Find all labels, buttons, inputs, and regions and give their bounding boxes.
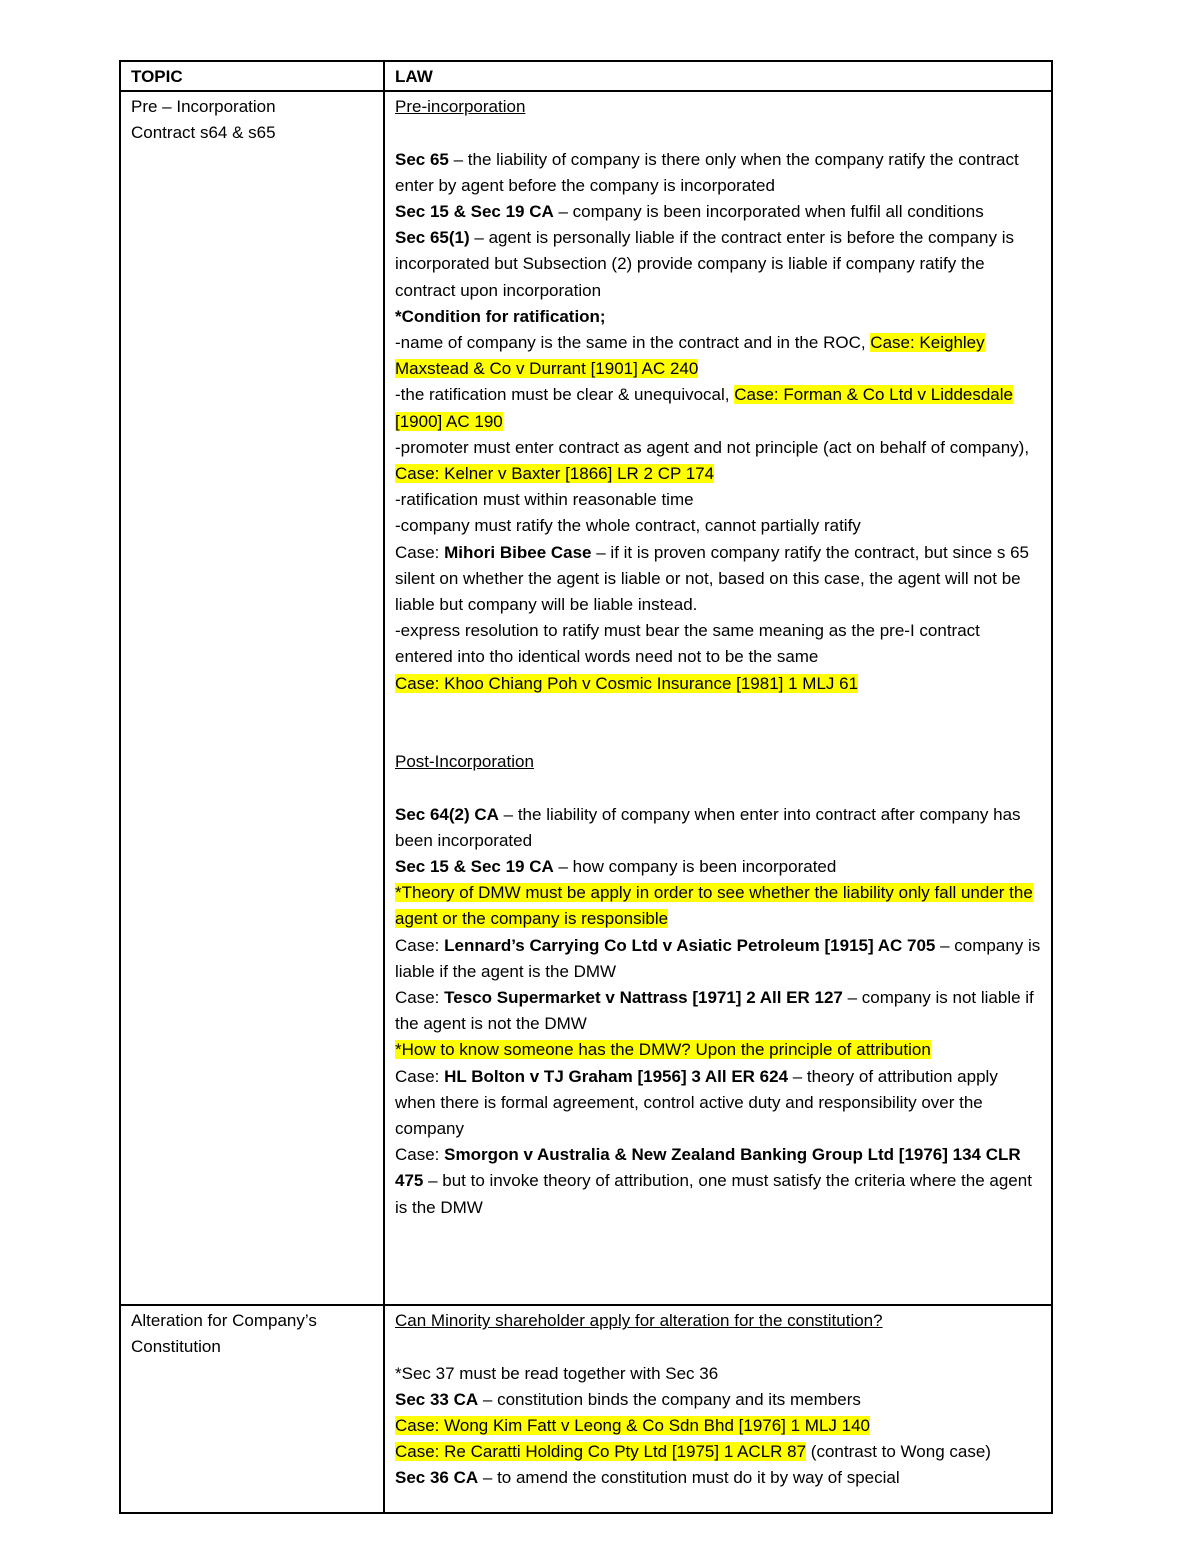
law-paragraph [395, 1037, 1041, 1063]
law-cell [384, 1305, 1052, 1513]
section-heading: Pre-incorporation [395, 97, 526, 117]
law-paragraph: -company must ratify the whole contract, cannot partially ratify [395, 516, 861, 536]
law-paragraph: -name of company is the same in the contract and in the ROC, Case: Keighley Maxstead & Co v Durrant [1901] AC 240 [395, 333, 985, 379]
topic-cell [120, 91, 384, 1305]
law-paragraph [395, 671, 1041, 697]
law-cell [384, 91, 1052, 1305]
law-paragraph: Sec 33 CA – constitution binds the company and its members [395, 1389, 861, 1409]
law-paragraph: Case: HL Bolton v TJ Graham [1956] 3 All ER 624 – theory of attribution apply when there is formal agreement, control active duty and responsibility over the company [395, 1066, 998, 1139]
law-paragraph [395, 880, 1041, 932]
law-paragraph: Case: Tesco Supermarket v Nattrass [1971] 2 All ER 127 – company is not liable if the agent is not the DMW [395, 988, 1034, 1034]
law-paragraph: Case: Mihori Bibee Case – if it is proven company ratify the contract, but since s 65 silent on whether the agent is liable or not, based on this case, the agent will not be liable but company will be liable instead. [395, 542, 1029, 615]
section-heading: Post-Incorporation [395, 752, 534, 772]
case-highlight: Case: Keighley Maxstead & Co v Durrant [1901] AC 240 [395, 333, 985, 379]
law-paragraph: Sec 65(1) – agent is personally liable if the contract enter is before the company is incorporated but Subsection (2) provide company is liable if company ratify the contract upon incorporation [395, 228, 1014, 300]
case-highlight: Case: Forman & Co Ltd v Liddesdale [1900] AC 190 [395, 385, 1013, 431]
theory-highlight: *How to know someone has the DMW? Upon the principle of attribution [395, 1040, 931, 1060]
notes-table [119, 60, 1053, 1514]
law-paragraph: Sec 15 & Sec 19 CA – how company is been incorporated [395, 857, 837, 877]
law-paragraph: -promoter must enter contract as agent and not principle (act on behalf of company), Case: Kelner v Baxter [1866] LR 2 CP 174 [395, 437, 1030, 484]
law-paragraph: Sec 36 CA – to amend the constitution must do it by way of special [395, 1468, 900, 1488]
law-paragraph: Case: Lennard’s Carrying Co Ltd v Asiatic Petroleum [1915] AC 705 – company is liable if the agent is the DMW [395, 935, 1041, 981]
section-heading: Can Minority shareholder apply for alteration for the constitution? [395, 1311, 883, 1331]
topic-line: Alteration for Company’s [131, 1311, 317, 1331]
table-row [120, 91, 1052, 1305]
law-paragraph: *Condition for ratification; [395, 306, 606, 326]
law-paragraph: Sec 65 – the liability of company is there only when the company ratify the contract enter by agent before the company is incorporated [395, 149, 1019, 195]
table-row [120, 1305, 1052, 1513]
law-header: LAW [384, 61, 1052, 91]
law-paragraph: -the ratification must be clear & unequivocal, Case: Forman & Co Ltd v Liddesdale [1900] AC 190 [395, 385, 1013, 431]
law-paragraph: Sec 15 & Sec 19 CA – company is been incorporated when fulfil all conditions [395, 202, 984, 221]
topic-header: TOPIC [120, 61, 384, 91]
law-paragraph [395, 1413, 1041, 1439]
case-highlight: Case: Re Caratti Holding Co Pty Ltd [1975] 1 ACLR 87 [395, 1442, 807, 1462]
case-highlight: Case: Khoo Chiang Poh v Cosmic Insurance [1981] 1 MLJ 61 [395, 673, 859, 693]
law-paragraph: -express resolution to ratify must bear the same meaning as the pre-I contract entered into tho identical words need not to be the same [395, 621, 980, 667]
law-paragraph: Sec 64(2) CA – the liability of company when enter into contract after company has been incorporated [395, 804, 1021, 850]
case-highlight: Case: Wong Kim Fatt v Leong & Co Sdn Bhd [1976] 1 MLJ 140 [395, 1416, 871, 1435]
theory-highlight: *Theory of DMW must be apply in order to see whether the liability only fall under the agent or the company is responsible [395, 883, 1033, 929]
law-paragraph: Case: Smorgon v Australia & New Zealand Banking Group Ltd [1976] 134 CLR 475 – but to invoke theory of attribution, one must satisfy the criteria where the agent is the DMW [395, 1145, 1032, 1217]
case-highlight: Case: Kelner v Baxter [1866] LR 2 CP 174 [395, 464, 715, 484]
law-paragraph: Case: Re Caratti Holding Co Pty Ltd [1975] 1 ACLR 87 (contrast to Wong case) [395, 1442, 991, 1462]
header-row [120, 61, 1052, 91]
law-paragraph: *Sec 37 must be read together with Sec 36 [395, 1363, 719, 1383]
topic-line: Pre – Incorporation [131, 97, 276, 117]
topic-cell [120, 1305, 384, 1513]
law-paragraph: -ratification must within reasonable time [395, 490, 694, 510]
topic-line: Contract s64 & s65 [131, 123, 276, 143]
topic-line: Constitution [131, 1337, 221, 1357]
